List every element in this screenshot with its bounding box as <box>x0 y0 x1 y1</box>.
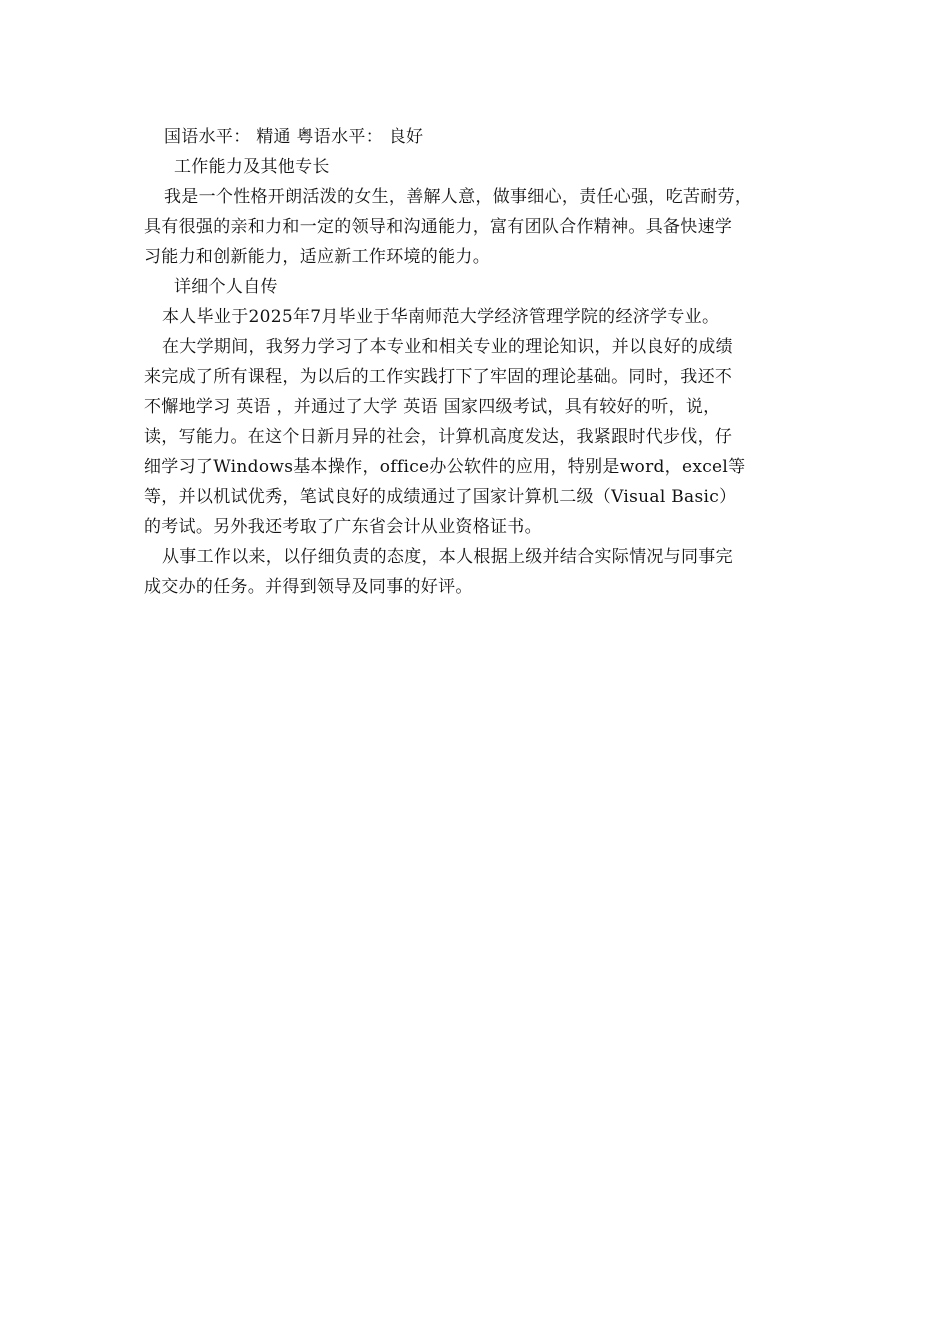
autobiography-heading: 详细个人自传 <box>174 277 278 297</box>
paragraph-line: 来完成了所有课程，为以后的工作实践打下了牢固的理论基础。同时，我还不 <box>144 367 733 387</box>
paragraph-line: 我是一个性格开朗活泼的女生，善解人意，做事细心，责任心强，吃苦耐劳， <box>164 187 753 207</box>
paragraph-line: 读，写能力。在这个日新月异的社会，计算机高度发达，我紧跟时代步伐，仔 <box>144 427 733 447</box>
work-ability-paragraph <box>144 182 804 272</box>
paragraph-line: 在大学期间，我努力学习了本专业和相关专业的理论知识，并以良好的成绩 <box>162 337 733 357</box>
paragraph-line: 习能力和创新能力，适应新工作环境的能力。 <box>144 247 490 267</box>
study-paragraph <box>144 332 804 542</box>
work-experience-paragraph <box>144 542 804 602</box>
paragraph-line: 等，并以机试优秀，笔试良好的成绩通过了国家计算机二级（Visual Basic） <box>144 487 737 507</box>
paragraph-line: 不懈地学习 英语 ，并通过了大学 英语 国家四级考试，具有较好的听，说， <box>144 397 721 417</box>
graduation-line: 本人毕业于2025年7月毕业于华南师范大学经济管理学院的经济学专业。 <box>162 307 720 327</box>
paragraph-line: 细学习了Windows基本操作，office办公软件的应用，特别是word，excel等 <box>144 457 746 477</box>
document-body <box>144 122 804 602</box>
paragraph-line: 成交办的任务。并得到领导及同事的好评。 <box>144 577 473 597</box>
work-ability-heading: 工作能力及其他专长 <box>174 157 330 177</box>
language-level-line: 国语水平： 精通 粤语水平： 良好 <box>164 127 424 147</box>
paragraph-line: 具有很强的亲和力和一定的领导和沟通能力，富有团队合作精神。具备快速学 <box>144 217 733 237</box>
paragraph-line: 从事工作以来，以仔细负责的态度，本人根据上级并结合实际情况与同事完 <box>162 547 733 567</box>
paragraph-line: 的考试。另外我还考取了广东省会计从业资格证书。 <box>144 517 542 537</box>
